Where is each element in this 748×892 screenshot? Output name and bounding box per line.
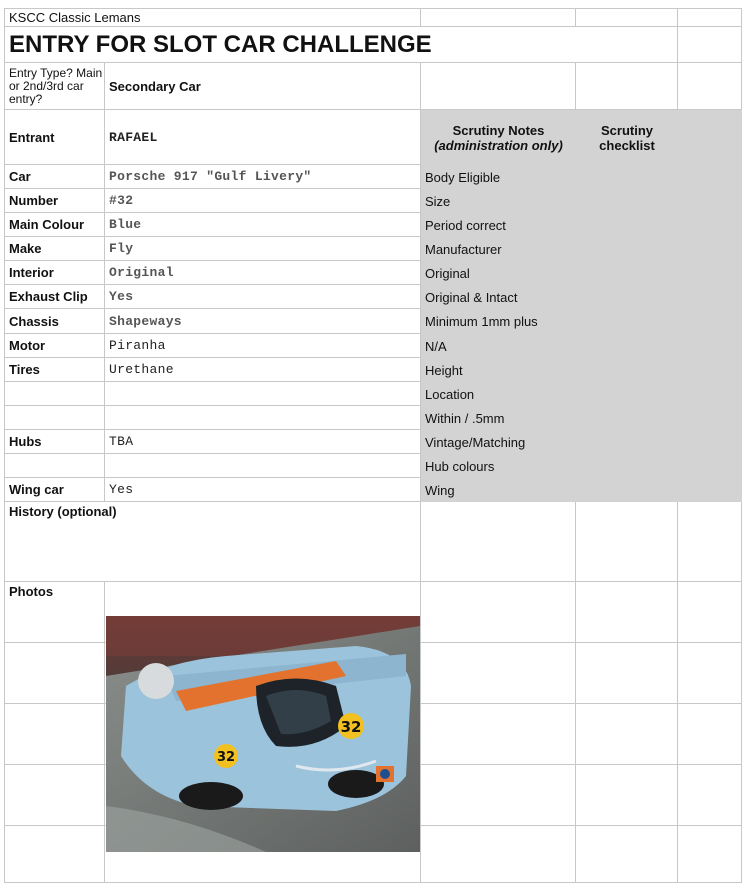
scrutiny-note-text: Original [425,265,470,281]
car-number-left: 32 [216,750,236,765]
scrutiny-note [421,358,576,382]
row-value[interactable] [105,454,421,478]
row-value-text: Porsche 917 "Gulf Livery" [109,169,312,184]
grid-cell [421,582,576,643]
page-title-text: ENTRY FOR SLOT CAR CHALLENGE [9,30,432,58]
grid-cell [576,704,678,765]
scrutiny-note [421,261,576,285]
row-label [4,261,105,285]
scrutiny-note-text: Wing [425,482,455,498]
history-label [4,502,421,582]
row-value[interactable] [105,237,421,261]
scrutiny-note-text: Manufacturer [425,241,502,257]
org-name [4,8,421,27]
photos-label-text: Photos [9,584,54,599]
row-value[interactable] [105,382,421,406]
car-photo-svg [106,616,420,852]
row-value-text: Fly [109,241,134,256]
row-label [4,430,105,454]
grid-cell [678,27,742,63]
entrant-value[interactable] [105,110,421,165]
grid-cell [4,643,105,704]
grid-cell [576,643,678,704]
org-name-text: KSCC Classic Lemans [9,10,141,25]
grid-cell [576,826,678,883]
grid-cell [678,502,742,582]
grid-cell [421,502,576,582]
row-label-text: Main Colour [9,217,85,232]
grid-cell [421,643,576,704]
entrant-label-text: Entrant [9,129,55,145]
row-label-text: Motor [9,338,46,353]
scrutiny-note-text: Original & Intact [425,289,518,305]
row-value[interactable] [105,285,421,309]
row-value[interactable] [105,334,421,358]
grid-cell [4,704,105,765]
grid-cell [678,826,742,883]
row-label [4,237,105,261]
grid-cell [4,765,105,826]
scrutiny-note-text: Size [425,193,451,209]
row-label-text: Interior [9,265,54,280]
grid-cell [576,582,678,643]
row-value[interactable] [105,165,421,189]
row-label-text: Exhaust Clip [9,289,88,304]
scrutiny-checklist-header [576,110,678,165]
grid-cell [421,63,576,110]
grid-cell [678,765,742,826]
row-value-text: Blue [109,217,142,232]
row-value-text: Urethane [109,362,174,377]
row-value[interactable] [105,309,421,334]
scrutiny-note [421,285,576,309]
row-label [4,309,105,334]
row-value-text: #32 [109,193,134,208]
row-value[interactable] [105,213,421,237]
scrutiny-note [421,382,576,406]
row-label [4,165,105,189]
entrant-label [4,110,105,165]
row-label [4,382,105,406]
scrutiny-note-text: N/A [425,338,447,354]
history-label-text: History (optional) [9,504,117,519]
row-label-text: Make [9,241,42,256]
grid-cell [4,826,105,883]
scrutiny-notes-title: Scrutiny Notes [452,122,545,138]
scrutiny-note-text: Hub colours [425,458,495,474]
car-photo [106,616,420,852]
entrant-value-text: RAFAEL [109,129,158,145]
row-value-text: Yes [109,289,134,304]
grid-cell [678,704,742,765]
grid-cell [421,765,576,826]
row-value-text: TBA [109,434,134,449]
row-label [4,189,105,213]
scrutiny-note [421,334,576,358]
scrutiny-note [421,309,576,334]
row-value-text: Yes [109,482,134,497]
row-label [4,213,105,237]
grid-cell [576,502,678,582]
grid-cell [421,704,576,765]
grid-cell [678,63,742,110]
scrutiny-note [421,237,576,261]
row-value-text: Original [109,265,174,280]
grid-cell [678,643,742,704]
scrutiny-note [421,165,576,189]
scrutiny-note-text: Height [425,362,463,378]
row-value[interactable] [105,358,421,382]
row-label [4,334,105,358]
scrutiny-note [421,189,576,213]
scrutiny-note [421,430,576,454]
row-value-text: Shapeways [109,313,182,329]
row-value[interactable] [105,430,421,454]
scrutiny-note [421,454,576,478]
row-label [4,406,105,430]
scrutiny-note-text: Minimum 1mm plus [425,314,538,329]
scrutiny-notes-subtitle: (administration only) [434,137,563,153]
row-label-text: Tires [9,362,40,377]
scrutiny-checklist-title: Scrutiny checklist [599,122,655,153]
photos-label [4,582,105,643]
grid-cell [421,826,576,883]
entry-type-value-text: Secondary Car [109,78,201,94]
grid-cell [678,8,742,27]
scrutiny-notes-header [421,110,576,165]
row-label-text: Wing car [9,482,64,497]
scrutiny-note [421,478,576,502]
row-value-text: Piranha [109,338,166,353]
row-label-text: Chassis [9,313,59,329]
entry-type-label-text: Entry Type? Main or 2nd/3rd car entry? [9,65,103,106]
scrutiny-note-text: Vintage/Matching [425,434,526,450]
grid-cell [576,8,678,27]
row-label [4,285,105,309]
car-number-right: 32 [340,718,362,736]
page-title [4,27,678,63]
scrutiny-note-text: Body Eligible [425,169,501,185]
row-value[interactable] [105,478,421,502]
scrutiny-note-text: Period correct [425,217,506,233]
entry-type-label [4,63,105,110]
scrutiny-note [421,406,576,430]
row-value[interactable] [105,406,421,430]
row-label-text: Number [9,193,59,208]
row-label [4,454,105,478]
scrutiny-note-text: Location [425,386,475,402]
grid-cell [576,63,678,110]
scrutiny-note [421,213,576,237]
grid-cell [576,765,678,826]
entry-type-value[interactable] [105,63,421,110]
grid-cell [678,582,742,643]
row-label-text: Car [9,169,31,184]
row-value[interactable] [105,189,421,213]
row-value[interactable] [105,261,421,285]
row-label [4,478,105,502]
row-label-text: Hubs [9,434,42,449]
scrutiny-note-text: Within / .5mm [425,410,505,426]
grid-cell [421,8,576,27]
row-label [4,358,105,382]
